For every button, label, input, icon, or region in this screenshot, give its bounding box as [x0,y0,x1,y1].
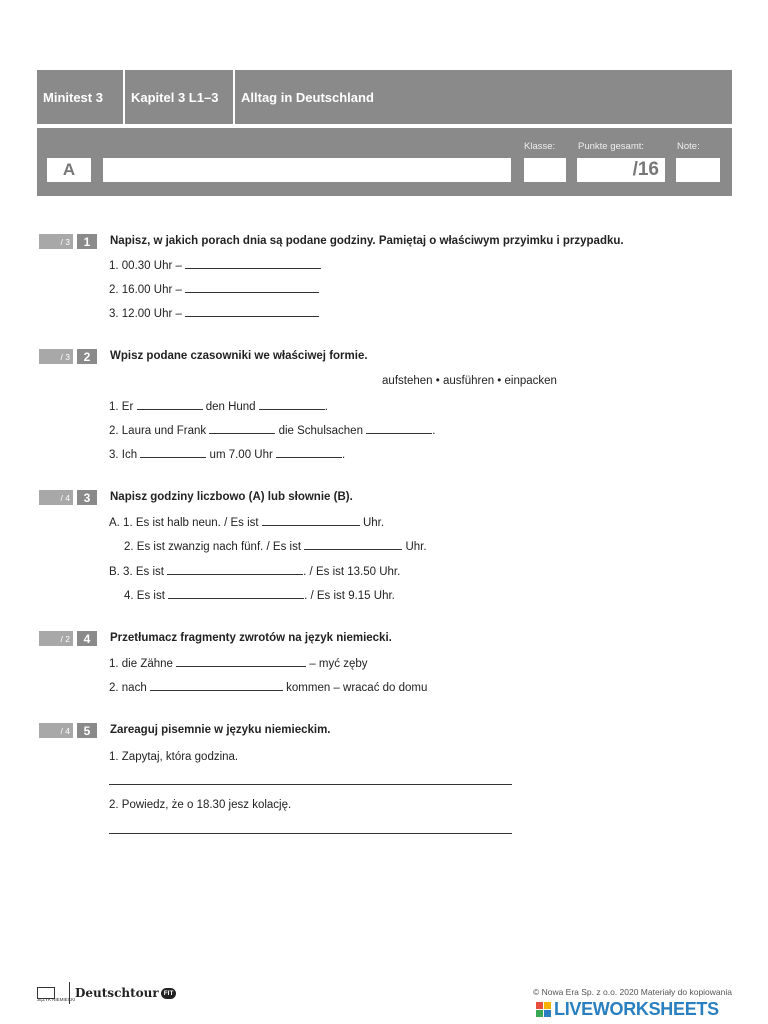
liveworksheets-logo [536,999,719,1020]
task-4 [37,631,732,694]
task-1 [37,234,732,320]
answer-blank[interactable] [176,657,306,667]
answer-blank[interactable] [259,400,325,410]
liveworksheets-text: LIVEWORKSHEETS [554,999,719,1019]
answer-blank[interactable] [150,681,283,691]
item-text: 1. Er [109,401,134,413]
item-text: B. 3. Es ist [109,566,164,578]
task-2-title: Wpisz podane czasowniki we właściwej formie. [110,350,368,362]
answer-line-1[interactable] [109,784,512,785]
task-4-head [37,631,732,647]
task-2-item-1 [109,400,328,414]
brand-badge: FIT [161,988,177,999]
item-text: . [324,401,328,413]
word-bank: aufstehen • ausführen • einpacken [382,375,557,387]
answer-blank[interactable] [168,589,304,599]
answer-blank[interactable] [366,424,432,434]
task-1-title: Napisz, w jakich porach dnia są podane godziny. Pamiętaj o właściwym przyimku i przypadku. [110,235,624,247]
item-text: kommen – wracać do domu [286,682,428,694]
task-3-item-2 [124,540,427,554]
answer-line-2[interactable] [109,833,512,834]
task-3-item-1 [109,516,384,530]
answer-blank[interactable] [140,448,206,458]
item-text: . / Es ist 9.15 Uhr. [304,590,395,602]
task-4-title: Przetłumacz fragmenty zwrotów na język niemiecki. [110,632,392,644]
klasse-label: Klasse: [524,141,556,152]
answer-blank[interactable] [209,424,275,434]
item-text: 3. Ich [109,449,138,461]
task-1-score: / 3 [39,234,73,249]
item-text: 2. Es ist zwanzig nach fünf. / Es ist [124,541,302,553]
task-3-item-4 [124,589,395,603]
punkte-field[interactable]: /16 [577,158,665,182]
answer-blank[interactable] [185,259,321,269]
task-5-item-1: 1. Zapytaj, która godzina. [109,751,239,763]
note-label: Note: [677,141,700,152]
item-text: A. 1. Es ist halb neun. / Es ist [109,517,259,529]
item-text: 2. Laura und Frank [109,425,207,437]
task-5-head [37,723,732,739]
logo-caption: JĘZYK NIEMIECKI [37,997,76,1002]
brand-name: Deutschtour [75,986,159,1000]
item-text: die Schulsachen [278,425,363,437]
liveworksheets-icon [536,1002,551,1017]
answer-blank[interactable] [185,283,319,293]
item-text: 3. 12.00 Uhr – [109,308,182,320]
answer-blank[interactable] [137,400,203,410]
item-text: Uhr. [362,517,385,529]
student-info-bar [37,128,732,196]
item-text: um 7.00 Uhr [209,449,273,461]
task-4-item-1 [109,657,368,671]
task-1-number: 1 [77,234,97,249]
task-5-number: 5 [77,723,97,738]
item-text: 2. nach [109,682,147,694]
name-field[interactable] [103,158,511,182]
punkte-label: Punkte gesamt: [578,141,645,152]
task-3-item-3 [109,565,400,579]
chapter-label: Kapitel 3 L1–3 [125,70,235,124]
minitest-label: Minitest 3 [37,70,125,124]
task-3-title: Napisz godziny liczbowo (A) lub słownie (B). [110,491,353,503]
worksheet-header [37,70,732,124]
task-2-number: 2 [77,349,97,364]
answer-blank[interactable] [276,448,342,458]
answer-blank[interactable] [304,540,402,550]
task-1-item-2 [109,283,319,297]
note-field[interactable] [676,158,720,182]
item-text: Uhr. [405,541,427,553]
task-2-score: / 3 [39,349,73,364]
task-3-score: / 4 [39,490,73,505]
task-5-title: Zareaguj pisemnie w języku niemieckim. [110,724,331,736]
answer-blank[interactable] [262,516,360,526]
variant-box: A [47,158,91,182]
item-text: 1. 00.30 Uhr – [109,260,182,272]
item-text: – myć zęby [309,658,368,670]
item-text: 2. 16.00 Uhr – [109,284,182,296]
item-text: . [342,449,346,461]
task-5-score: / 4 [39,723,73,738]
item-text: . / Es ist 13.50 Uhr. [303,566,401,578]
task-4-score: / 2 [39,631,73,646]
answer-blank[interactable] [185,307,319,317]
answer-blank[interactable] [167,565,303,575]
topic-label: Alltag in Deutschland [241,89,374,105]
task-3-number: 3 [77,490,97,505]
item-text: 1. die Zähne [109,658,173,670]
task-1-item-1 [109,259,321,273]
task-5 [37,723,732,811]
copyright-text: © Nowa Era Sp. z o.o. 2020 Materiały do kopiowania [532,987,732,997]
task-2 [37,349,732,461]
task-2-item-2 [109,424,435,438]
task-4-number: 4 [77,631,97,646]
task-2-head [37,349,732,365]
item-text: . [432,425,436,437]
task-3 [37,490,732,602]
task-1-item-3 [109,307,319,321]
item-text: 4. Es ist [124,590,165,602]
task-5-item-2: 2. Powiedz, że o 18.30 jesz kolację. [109,799,292,811]
task-1-head [37,234,732,250]
task-4-item-2 [109,681,427,695]
item-text: den Hund [205,401,256,413]
klasse-field[interactable] [524,158,566,182]
task-2-item-3 [109,448,345,462]
task-3-head [37,490,732,506]
